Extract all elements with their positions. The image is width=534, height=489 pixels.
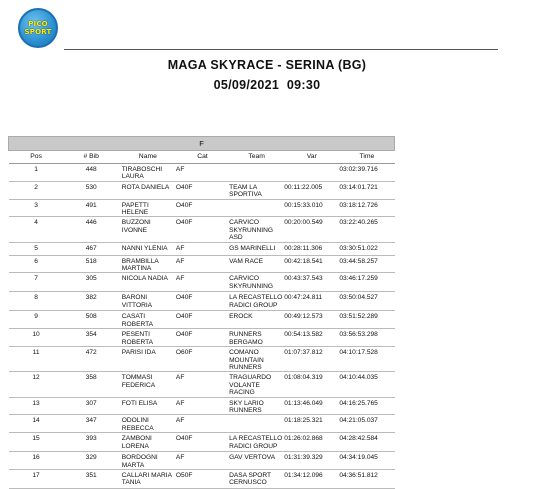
cell-name: NICOLA NADIA	[121, 275, 168, 283]
cell-time: 04:34:19.045	[339, 454, 378, 462]
cell-time: 03:44:58.257	[339, 257, 378, 265]
cell-bib: 307	[85, 399, 97, 407]
cell-var: 01:07:37.812	[284, 349, 323, 357]
cell-cat: O40F	[175, 201, 193, 209]
table-row	[9, 452, 395, 470]
cell-var: 01:18:25.321	[284, 417, 323, 425]
table-row	[9, 181, 395, 199]
cell-time: 04:10:44.035	[339, 374, 378, 382]
cell-cat: O60F	[175, 349, 193, 357]
cell-var: 00:42:18.541	[284, 257, 323, 265]
table-row	[9, 329, 395, 347]
table-row	[9, 164, 395, 182]
cell-bib: 382	[85, 294, 97, 302]
cell-name: PAPETTI HELENE	[121, 201, 149, 217]
cell-bib: 448	[85, 166, 97, 173]
header-divider	[64, 49, 498, 50]
cell-var: 00:43:37.543	[284, 275, 323, 283]
cell-bib: 347	[85, 417, 97, 425]
cell-pos: 14	[32, 417, 40, 425]
results-table	[8, 136, 395, 489]
cell-name: BRAMBILLA MARTINA	[121, 257, 159, 273]
column-header-row	[9, 151, 395, 164]
cell-team: DASA SPORT CERNUSCO	[229, 471, 271, 487]
cell-name: ODOLINI REBECCA	[121, 417, 154, 432]
cell-name: NANNI YLENIA	[121, 244, 168, 252]
logo-text-line1: PICO	[28, 20, 48, 28]
cell-cat: AF	[175, 166, 185, 173]
cell-team: RUNNERS BERGAMO	[229, 331, 263, 346]
cell-var: 00:28:11.306	[284, 244, 323, 252]
cell-pos: 15	[32, 435, 40, 443]
cell-name: CASATI ROBERTA	[121, 313, 154, 328]
cell-bib: 472	[85, 349, 97, 357]
category-label: F	[9, 137, 395, 151]
cell-name: PARISI IDA	[121, 349, 156, 357]
cell-team: COMANO MOUNTAIN RUNNERS	[229, 349, 264, 371]
cell-time: 03:56:53.298	[339, 331, 378, 339]
race-title: MAGA SKYRACE - SERINA (BG)	[167, 58, 367, 72]
cell-var: 00:20:00.549	[284, 219, 323, 227]
cell-time: 03:14:01.721	[339, 183, 378, 191]
results-body	[9, 164, 395, 489]
cell-bib: 446	[85, 219, 97, 227]
cell-pos: 8	[34, 294, 38, 302]
table-row	[9, 469, 395, 488]
cell-cat: O50F	[175, 471, 193, 479]
cell-team	[229, 199, 284, 217]
table-row	[9, 415, 395, 433]
cell-cat: O40F	[175, 294, 193, 302]
cell-bib: 329	[85, 454, 97, 462]
cell-team	[229, 164, 284, 182]
cell-time: 03:02:39.716	[339, 166, 378, 173]
cell-name: ZAMBONI LORENA	[121, 435, 152, 450]
cell-cat: AF	[175, 257, 185, 265]
cell-team: GS MARINELLI	[229, 244, 276, 252]
cell-cat: AF	[175, 454, 185, 462]
cell-cat: AF	[175, 399, 185, 407]
header-bib: # Bib	[64, 151, 119, 164]
cell-team: EROCK	[229, 313, 253, 321]
cell-cat: AF	[175, 275, 185, 283]
cell-pos: 12	[32, 374, 40, 382]
cell-pos: 7	[34, 275, 38, 283]
cell-var: 01:34:12.096	[284, 471, 323, 479]
cell-cat: AF	[175, 244, 185, 252]
cell-pos: 6	[34, 257, 38, 265]
cell-time: 03:50:04.527	[339, 294, 378, 302]
table-row	[9, 242, 395, 255]
cell-name: CALLARI MARIA TANIA	[121, 471, 172, 487]
cell-var: 00:49:12.573	[284, 313, 323, 321]
cell-team: CARVICO SKYRUNNING ASD	[229, 219, 274, 242]
race-datetime: 05/09/2021 09:30	[213, 78, 321, 92]
cell-team: GAV VERTOVA	[229, 454, 276, 462]
cell-pos: 16	[32, 454, 40, 462]
cell-pos: 2	[34, 183, 38, 191]
cell-bib: 508	[85, 313, 97, 321]
cell-name: BORDOGNI MARTA	[121, 454, 158, 469]
cell-name: TIRABOSCHI LAURA	[121, 166, 163, 181]
cell-name: PESENTI ROBERTA	[121, 331, 154, 346]
cell-cat: O40F	[175, 183, 193, 191]
cell-cat: AF	[175, 417, 185, 425]
cell-cat: AF	[175, 374, 185, 382]
cell-var: 01:08:04.319	[284, 374, 323, 382]
cell-name: BUZZONI IVONNE	[121, 219, 151, 234]
table-row	[9, 372, 395, 397]
cell-time: 04:36:51.812	[339, 471, 378, 479]
cell-cat: O40F	[175, 435, 193, 443]
header-team: Team	[229, 151, 284, 164]
table-row	[9, 255, 395, 273]
cell-bib: 518	[85, 257, 97, 265]
cell-time: 04:16:25.765	[339, 399, 378, 407]
table-row	[9, 347, 395, 372]
cell-pos: 10	[32, 331, 40, 339]
cell-name: FOTI ELISA	[121, 399, 158, 407]
pico-sport-logo	[18, 8, 58, 48]
cell-team: SKY LARIO RUNNERS	[229, 399, 264, 414]
cell-var: 01:31:39.329	[284, 454, 323, 462]
cell-pos: 11	[32, 349, 40, 357]
cell-team: CARVICO SKYRUNNING	[229, 275, 274, 290]
cell-team: TEAM LA SPORTIVA	[229, 183, 262, 199]
results-table-container	[8, 136, 395, 489]
table-row	[9, 311, 395, 329]
cell-bib: 530	[85, 183, 97, 191]
cell-cat: O40F	[175, 313, 193, 321]
cell-team: LA RECASTELLO RADICI GROUP	[229, 435, 283, 450]
cell-name: ROTA DANIELA	[121, 183, 170, 191]
header-pos: Pos	[9, 151, 64, 164]
cell-var: 01:26:02.868	[284, 435, 323, 443]
cell-var: 00:47:24.811	[284, 294, 323, 302]
cell-name: TOMMASI FEDERICA	[121, 374, 156, 389]
cell-team: LA RECASTELLO RADICI GROUP	[229, 294, 283, 309]
cell-var: 00:54:13.582	[284, 331, 323, 339]
cell-pos: 3	[34, 201, 38, 209]
header-name: Name	[119, 151, 174, 164]
cell-var: 00:15:33.010	[284, 201, 323, 209]
header-cat: Cat	[174, 151, 229, 164]
cell-bib: 351	[85, 471, 97, 479]
logo-text-line2: SPORT	[24, 28, 52, 36]
cell-var: 01:13:46.049	[284, 399, 323, 407]
cell-bib: 491	[85, 201, 97, 209]
cell-time: 03:30:51.022	[339, 244, 378, 252]
table-row	[9, 217, 395, 242]
cell-time: 03:51:52.289	[339, 313, 378, 321]
cell-name: BARONI VITTORIA	[121, 294, 153, 309]
table-row	[9, 397, 395, 415]
cell-team: TRAGUARDO VOLANTE RACING	[229, 374, 272, 397]
cell-pos: 13	[32, 399, 40, 407]
cell-bib: 467	[85, 244, 97, 252]
cell-cat: O40F	[175, 331, 193, 339]
cell-var: 00:11:22.005	[284, 183, 323, 191]
cell-pos: 5	[34, 244, 38, 252]
table-row	[9, 433, 395, 452]
table-row	[9, 273, 395, 292]
cell-time: 04:21:05.037	[339, 417, 378, 425]
cell-pos: 9	[34, 313, 38, 321]
cell-pos: 4	[34, 219, 38, 227]
cell-pos: 17	[32, 471, 40, 479]
header-time: Time	[339, 151, 394, 164]
cell-time: 03:18:12.726	[339, 201, 378, 209]
cell-bib: 393	[85, 435, 97, 443]
cell-var	[284, 164, 339, 182]
cell-time: 03:46:17.259	[339, 275, 378, 283]
header-var: Var	[284, 151, 339, 164]
cell-cat: O40F	[175, 219, 193, 227]
category-header-row	[9, 137, 395, 151]
cell-team: VAM RACE	[229, 257, 264, 265]
table-row	[9, 199, 395, 217]
table-row	[9, 292, 395, 311]
cell-time: 04:28:42.584	[339, 435, 378, 443]
cell-bib: 358	[85, 374, 97, 382]
cell-time: 03:22:40.265	[339, 219, 378, 227]
cell-time: 04:10:17.528	[339, 349, 378, 357]
cell-team	[229, 415, 284, 433]
cell-pos: 1	[34, 166, 38, 173]
cell-bib: 354	[85, 331, 97, 339]
cell-bib: 305	[85, 275, 97, 283]
